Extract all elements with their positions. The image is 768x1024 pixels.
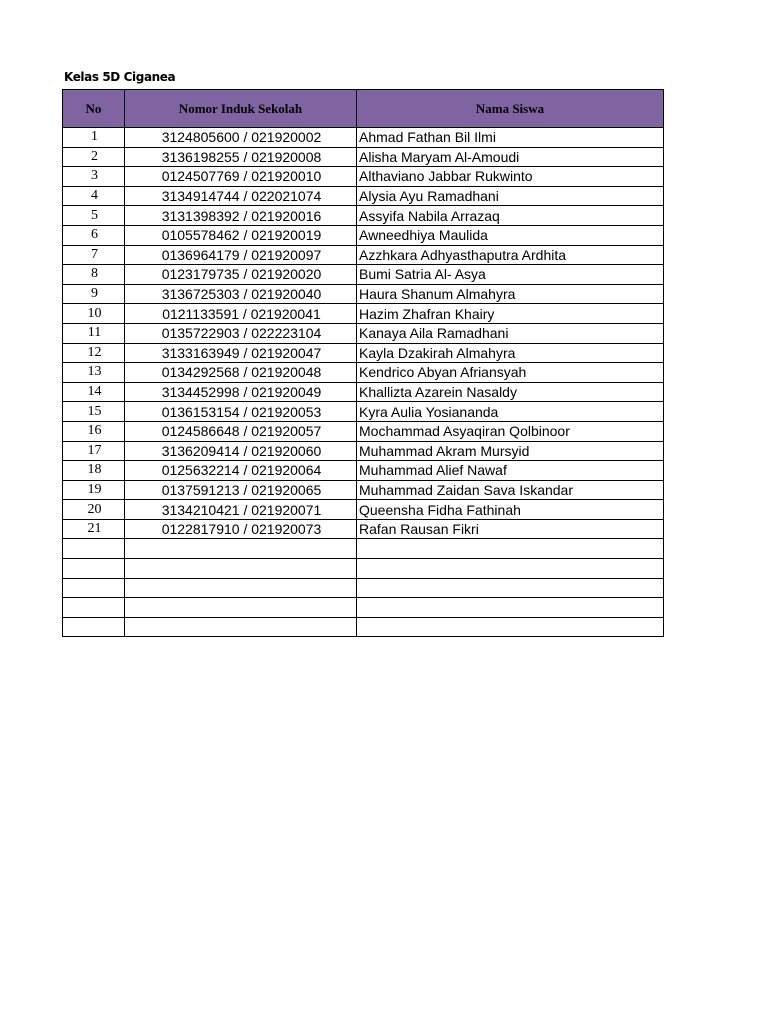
- row-number-cell[interactable]: 2: [63, 147, 125, 167]
- student-table: [62, 89, 664, 637]
- row-number-cell[interactable]: 3: [63, 167, 125, 187]
- student-name-cell[interactable]: Kyra Aulia Yosiananda: [357, 402, 664, 422]
- table-row: [63, 147, 664, 167]
- header-nis[interactable]: Nomor Induk Sekolah: [125, 90, 357, 128]
- nis-cell[interactable]: [125, 559, 357, 579]
- student-name-cell[interactable]: Haura Shanum Almahyra: [357, 284, 664, 304]
- student-name-cell[interactable]: [357, 598, 664, 618]
- nis-cell[interactable]: 3133163949 / 021920047: [125, 343, 357, 363]
- row-number-cell[interactable]: 12: [63, 343, 125, 363]
- student-name-cell[interactable]: Queensha Fidha Fathinah: [357, 500, 664, 520]
- student-name-cell[interactable]: Muhammad Zaidan Sava Iskandar: [357, 480, 664, 500]
- student-name-cell[interactable]: Azzhkara Adhyasthaputra Ardhita: [357, 245, 664, 265]
- table-row: [63, 265, 664, 285]
- row-number-cell[interactable]: 14: [63, 382, 125, 402]
- row-number-cell[interactable]: 10: [63, 304, 125, 324]
- student-name-cell[interactable]: Alisha Maryam Al-Amoudi: [357, 147, 664, 167]
- table-row: [63, 500, 664, 520]
- student-name-cell[interactable]: [357, 559, 664, 579]
- student-name-cell[interactable]: Khallizta Azarein Nasaldy: [357, 382, 664, 402]
- student-name-cell[interactable]: Muhammad Alief Nawaf: [357, 461, 664, 481]
- table-row: [63, 304, 664, 324]
- nis-cell[interactable]: [125, 598, 357, 618]
- nis-cell[interactable]: [125, 617, 357, 637]
- student-name-cell[interactable]: Assyifa Nabila Arrazaq: [357, 206, 664, 226]
- row-number-cell[interactable]: 7: [63, 245, 125, 265]
- nis-cell[interactable]: 3134914744 / 022021074: [125, 186, 357, 206]
- nis-cell[interactable]: 3136725303 / 021920040: [125, 284, 357, 304]
- nis-cell[interactable]: 3131398392 / 021920016: [125, 206, 357, 226]
- nis-cell[interactable]: 0124586648 / 021920057: [125, 421, 357, 441]
- row-number-cell[interactable]: [63, 578, 125, 598]
- row-number-cell[interactable]: 20: [63, 500, 125, 520]
- student-name-cell[interactable]: Althaviano Jabbar Rukwinto: [357, 167, 664, 187]
- table-row: [63, 206, 664, 226]
- table-row: [63, 167, 664, 187]
- nis-cell[interactable]: 0134292568 / 021920048: [125, 363, 357, 383]
- row-number-cell[interactable]: [63, 539, 125, 559]
- sheet-title: Kelas 5D Ciganea: [64, 70, 176, 84]
- nis-cell[interactable]: 0124507769 / 021920010: [125, 167, 357, 187]
- nis-cell[interactable]: 3136209414 / 021920060: [125, 441, 357, 461]
- row-number-cell[interactable]: 5: [63, 206, 125, 226]
- nis-cell[interactable]: [125, 539, 357, 559]
- row-number-cell[interactable]: 4: [63, 186, 125, 206]
- row-number-cell[interactable]: 17: [63, 441, 125, 461]
- nis-cell[interactable]: 3134452998 / 021920049: [125, 382, 357, 402]
- nis-cell[interactable]: 0137591213 / 021920065: [125, 480, 357, 500]
- row-number-cell[interactable]: 18: [63, 461, 125, 481]
- table-row: [63, 441, 664, 461]
- student-name-cell[interactable]: Muhammad Akram Mursyid: [357, 441, 664, 461]
- table-row: [63, 402, 664, 422]
- nis-cell[interactable]: 0121133591 / 021920041: [125, 304, 357, 324]
- table-row: [63, 284, 664, 304]
- table-row: [63, 323, 664, 343]
- nis-cell[interactable]: 3124805600 / 021920002: [125, 128, 357, 148]
- table-row: [63, 382, 664, 402]
- table-row: [63, 343, 664, 363]
- table-row: [63, 245, 664, 265]
- table-row: [63, 539, 664, 559]
- student-name-cell[interactable]: Bumi Satria Al- Asya: [357, 265, 664, 285]
- header-name[interactable]: Nama Siswa: [357, 90, 664, 128]
- nis-cell[interactable]: 0125632214 / 021920064: [125, 461, 357, 481]
- table-row: [63, 225, 664, 245]
- student-name-cell[interactable]: Hazim Zhafran Khairy: [357, 304, 664, 324]
- nis-cell[interactable]: 0105578462 / 021920019: [125, 225, 357, 245]
- student-name-cell[interactable]: Alysia Ayu Ramadhani: [357, 186, 664, 206]
- table-row: [63, 480, 664, 500]
- nis-cell[interactable]: 0136153154 / 021920053: [125, 402, 357, 422]
- student-name-cell[interactable]: Mochammad Asyaqiran Qolbinoor: [357, 421, 664, 441]
- table-row: [63, 461, 664, 481]
- student-name-cell[interactable]: Kayla Dzakirah Almahyra: [357, 343, 664, 363]
- row-number-cell[interactable]: [63, 559, 125, 579]
- table-row: [63, 363, 664, 383]
- row-number-cell[interactable]: 19: [63, 480, 125, 500]
- nis-cell[interactable]: 0136964179 / 021920097: [125, 245, 357, 265]
- table-body: [63, 128, 664, 637]
- nis-cell[interactable]: [125, 578, 357, 598]
- row-number-cell[interactable]: 15: [63, 402, 125, 422]
- row-number-cell[interactable]: 11: [63, 323, 125, 343]
- student-name-cell[interactable]: [357, 539, 664, 559]
- table-row: [63, 598, 664, 618]
- nis-cell[interactable]: 0122817910 / 021920073: [125, 519, 357, 539]
- table-row: [63, 519, 664, 539]
- student-name-cell[interactable]: Ahmad Fathan Bil Ilmi: [357, 128, 664, 148]
- header-row: [63, 90, 664, 128]
- row-number-cell[interactable]: 8: [63, 265, 125, 285]
- row-number-cell[interactable]: 21: [63, 519, 125, 539]
- nis-cell[interactable]: 3136198255 / 021920008: [125, 147, 357, 167]
- row-number-cell[interactable]: 9: [63, 284, 125, 304]
- table-row: [63, 559, 664, 579]
- student-name-cell[interactable]: Rafan Rausan Fikri: [357, 519, 664, 539]
- student-name-cell[interactable]: Awneedhiya Maulida: [357, 225, 664, 245]
- nis-cell[interactable]: 0135722903 / 022223104: [125, 323, 357, 343]
- header-no[interactable]: No: [63, 90, 125, 128]
- student-name-cell[interactable]: [357, 578, 664, 598]
- nis-cell[interactable]: 3134210421 / 021920071: [125, 500, 357, 520]
- table-row: [63, 128, 664, 148]
- table-row: [63, 578, 664, 598]
- row-number-cell[interactable]: 13: [63, 363, 125, 383]
- student-name-cell[interactable]: Kanaya Aila Ramadhani: [357, 323, 664, 343]
- row-number-cell[interactable]: [63, 617, 125, 637]
- nis-cell[interactable]: 0123179735 / 021920020: [125, 265, 357, 285]
- table-row: [63, 421, 664, 441]
- student-name-cell[interactable]: [357, 617, 664, 637]
- row-number-cell[interactable]: 6: [63, 225, 125, 245]
- table-row: [63, 617, 664, 637]
- student-name-cell[interactable]: Kendrico Abyan Afriansyah: [357, 363, 664, 383]
- row-number-cell[interactable]: 1: [63, 128, 125, 148]
- row-number-cell[interactable]: [63, 598, 125, 618]
- row-number-cell[interactable]: 16: [63, 421, 125, 441]
- table-row: [63, 186, 664, 206]
